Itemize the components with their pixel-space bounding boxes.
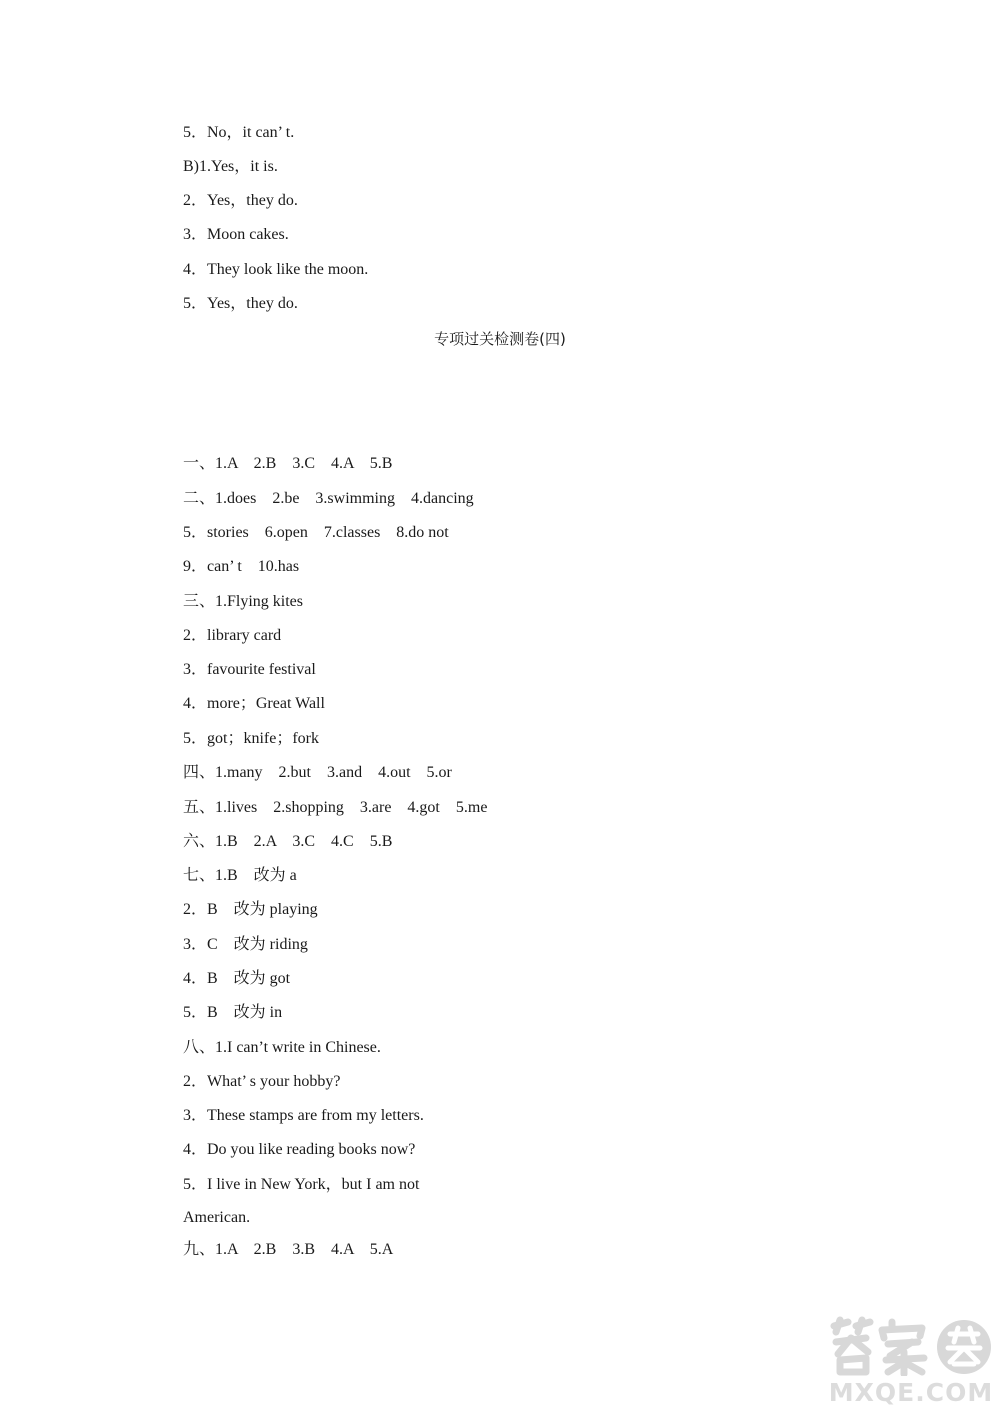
answer-line: 3．These stamps are from my letters. [183, 1107, 424, 1124]
watermark-site: MXQE.COM [828, 1378, 994, 1407]
section-title: 专项过关检测卷(四) [434, 330, 566, 348]
answer-line: 5．stories 6.open 7.classes 8.do not [183, 524, 449, 541]
answer-line: 5．No，it can’ t. [183, 124, 295, 141]
answer-line: American. [183, 1209, 251, 1226]
answer-line: B)1.Yes，it is. [183, 158, 278, 175]
answer-line: 六、1.B 2.A 3.C 4.C 5.B [183, 833, 393, 850]
answer-line: 四、1.many 2.but 3.and 4.out 5.or [183, 764, 452, 781]
answer-line: 五、1.lives 2.shopping 3.are 4.got 5.me [183, 799, 488, 816]
answer-line: 2．What’ s your hobby? [183, 1073, 341, 1090]
answer-line: 二、1.does 2.be 3.swimming 4.dancing [183, 490, 474, 507]
answer-line: 4．B 改为 got [183, 970, 291, 987]
watermark-logo-icon [826, 1316, 996, 1376]
answer-line: 5．I live in New York，but I am not [183, 1176, 420, 1193]
answer-line: 七、1.B 改为 a [183, 867, 297, 884]
watermark [826, 1316, 996, 1410]
answer-line: 9．can’ t 10.has [183, 558, 300, 575]
answer-line: 三、1.Flying kites [183, 593, 304, 610]
answer-line: 5．B 改为 in [183, 1004, 283, 1021]
answer-line: 2．B 改为 playing [183, 901, 318, 918]
answer-line: 5．got；knife；fork [183, 730, 319, 747]
answer-line: 3．C 改为 riding [183, 936, 308, 953]
answer-line: 八、1.I can’t write in Chinese. [183, 1039, 381, 1056]
answer-line: 3．Moon cakes. [183, 226, 289, 243]
answer-line: 4．They look like the moon. [183, 261, 369, 278]
answer-line: 2．library card [183, 627, 282, 644]
answer-line: 5．Yes，they do. [183, 295, 298, 312]
answer-line: 4．more；Great Wall [183, 695, 325, 712]
answer-line: 一、1.A 2.B 3.C 4.A 5.B [183, 455, 393, 472]
answer-line: 九、1.A 2.B 3.B 4.A 5.A [183, 1241, 394, 1258]
answer-line: 4．Do you like reading books now? [183, 1141, 416, 1158]
answer-line: 2．Yes，they do. [183, 192, 298, 209]
answer-line: 3．favourite festival [183, 661, 316, 678]
